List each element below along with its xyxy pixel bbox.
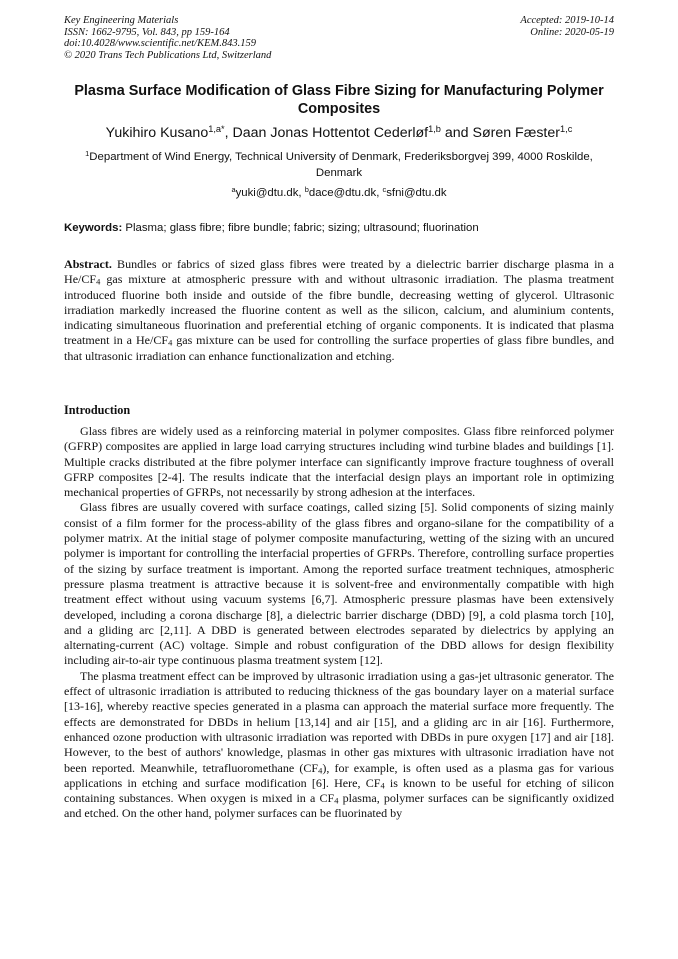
email-link[interactable]: sfni@dtu.dk (386, 187, 447, 199)
keywords-text: Plasma; glass fibre; fibre bundle; fabric; sizing; ultrasound; fluorination (122, 222, 479, 234)
email-link[interactable]: yuki@dtu.dk (235, 187, 299, 199)
affiliation (64, 150, 614, 181)
keywords (64, 221, 624, 235)
author-separator: and (440, 125, 473, 141)
abstract-text: gas mixture can be used for controlling the surface properties of glass fibre bundles, and that ultrasonic irradiation can enhance functionalization and etching. (64, 333, 614, 363)
subscript: 4 (168, 338, 173, 349)
paragraph-text: is known to be useful for etching of silicon containing substances. When oxygen is mixed in a CF (64, 775, 614, 806)
abstract (64, 257, 614, 364)
email-mark: c (382, 184, 387, 194)
keywords-label: Keywords: (64, 222, 123, 234)
affiliation-mark: 1 (85, 148, 90, 158)
author-affiliation-mark: 1,a* (208, 123, 225, 134)
email-mark: b (304, 184, 309, 194)
subscript: 4 (334, 795, 339, 806)
paragraph (64, 669, 614, 822)
subscript: 4 (318, 765, 323, 776)
online-date: Online: 2020-05-19 (530, 26, 614, 38)
paragraph: Glass fibres are usually covered with surface coatings, called sizing [5]. Solid components of sizing mainly consist of a film former for the process-ability of the glass fibres and organo-silane for the compatibility of a polymer matrix. At the initial stage of polymer composite manufacturing, wetting of the sizing with an uncured polymer is important for controlling the interfacial properties of GFRPs. Therefore, controlling surface properties of the sizing by surface treatment is important. Among the reported surface treatment techniques, atmospheric pressure plasma treatment is attractive because it is solvent-free and environmentally compatible with high treatment effect without using vacuum systems [6,7]. Atmospheric pressure plasmas have been extensively developed, including a corona discharge [8], a dielectric barrier discharge (DBD) [9], a cold plasma torch [10], and a gliding arc [2,11]. A DBD is generated between electrodes separated by dielectrics by applying an alternating-current (AC) voltage. Simple and robust configuration of the DBD allows for design flexibility including air-to-air type continuous plasma treatment system [12]. (64, 500, 614, 668)
subscript: 4 (380, 780, 385, 791)
accepted-date: Accepted: 2019-10-14 (520, 15, 614, 26)
journal-doi[interactable]: doi:10.4028/www.scientific.net/KEM.843.159 (64, 38, 256, 50)
abstract-text: Bundles or fabrics of sized glass fibres were treated by a dielectric barrier discharge plasma in a He/CF (64, 257, 614, 287)
paragraph: Glass fibres are widely used as a reinforcing material in polymer composites. Glass fibre reinforced polymer (GFRP) composites are applied in large load carrying structures including wind turbine blades and buildings [1]. Multiple cracks distributed at the fibre polymer interface can significantly improve fracture toughness of overall GFRP composites [2-4]. The results indicate that the interfacial design plays an important role in optimizing mechanical properties of GFRPs, not necessarily by strong adhesion at the interfaces. (64, 424, 614, 500)
journal-name: Key Engineering Materials (64, 15, 179, 26)
author-separator: , (224, 125, 233, 141)
author-list (40, 124, 638, 142)
journal-issn: ISSN: 1662-9795, Vol. 843, pp 159-164 (64, 26, 230, 38)
author-name: Yukihiro Kusano (105, 125, 209, 141)
paragraph-text: plasma, polymer surfaces can be significantly oxidized and etched. On the other hand, polymer surfaces can be fluorinated by (64, 791, 615, 821)
paragraph-text: ), for example, is often used as a plasma gas for various applications in etching and surface modification [6]. Here, CF (64, 760, 614, 790)
section-heading-introduction: Introduction (64, 403, 131, 417)
author-name: Daan Jonas Hottentot Cederløf (232, 125, 429, 141)
email-link[interactable]: dace@dtu.dk (308, 187, 377, 199)
paragraph-text: The plasma treatment effect can be improved by ultrasonic irradiation using a gas-jet ultrasonic generator. The effect of ultrasonic irradiation is attributed to reducing thickness of the gas boundary layer on a material surface [13-16], whereby reactive species generated in a plasma can approach the material surface more frequently. The effects are demonstrated for DBDs in helium [13,14] and air [15], and a gliding arc in air [16]. Furthermore, enhanced ozone production with ultrasonic irradiation was reported with DBDs in pure oxygen [17] and air [18]. However, to the best of authors' knowledge, plasmas in other gas mixtures with ultrasonic irradiation have not been reported. Meanwhile, tetrafluoromethane (CF (64, 668, 614, 775)
introduction-body (64, 424, 614, 822)
journal-copyright: © 2020 Trans Tech Publications Ltd, Switzerland (64, 49, 272, 61)
email-separator: , (298, 187, 305, 199)
author-affiliation-mark: 1,c (560, 123, 573, 134)
abstract-label: Abstract. (64, 257, 112, 271)
abstract-text: gas mixture at atmospheric pressure with and without ultrasonic irradiation. The plasma treatment introduced fluorine both inside and outside of the fibre bundle, decreasing wetting of glycerol. Ultrasonic irradiation markedly increased the fluorine content as well as the silicon, calcium, and aluminium contents, indicating simultaneous fluorination and preferential etching of organic components. It is indicated that plasma treatment in a He/CF (64, 272, 614, 348)
subscript: 4 (96, 276, 101, 287)
journal-header-right (520, 15, 614, 38)
paper-title: Plasma Surface Modification of Glass Fibre Sizing for Manufacturing Polymer Composites (74, 83, 604, 117)
journal-header-left (64, 15, 271, 61)
affiliation-text: Department of Wind Energy, Technical University of Denmark, Frederiksborgvej 399, 4000 Roskilde, Denmark (89, 151, 593, 179)
email-list (64, 186, 614, 200)
email-separator: , (376, 187, 383, 199)
author-name: Søren Fæster (472, 125, 560, 141)
author-affiliation-mark: 1,b (428, 123, 441, 134)
email-mark: a (231, 184, 236, 194)
